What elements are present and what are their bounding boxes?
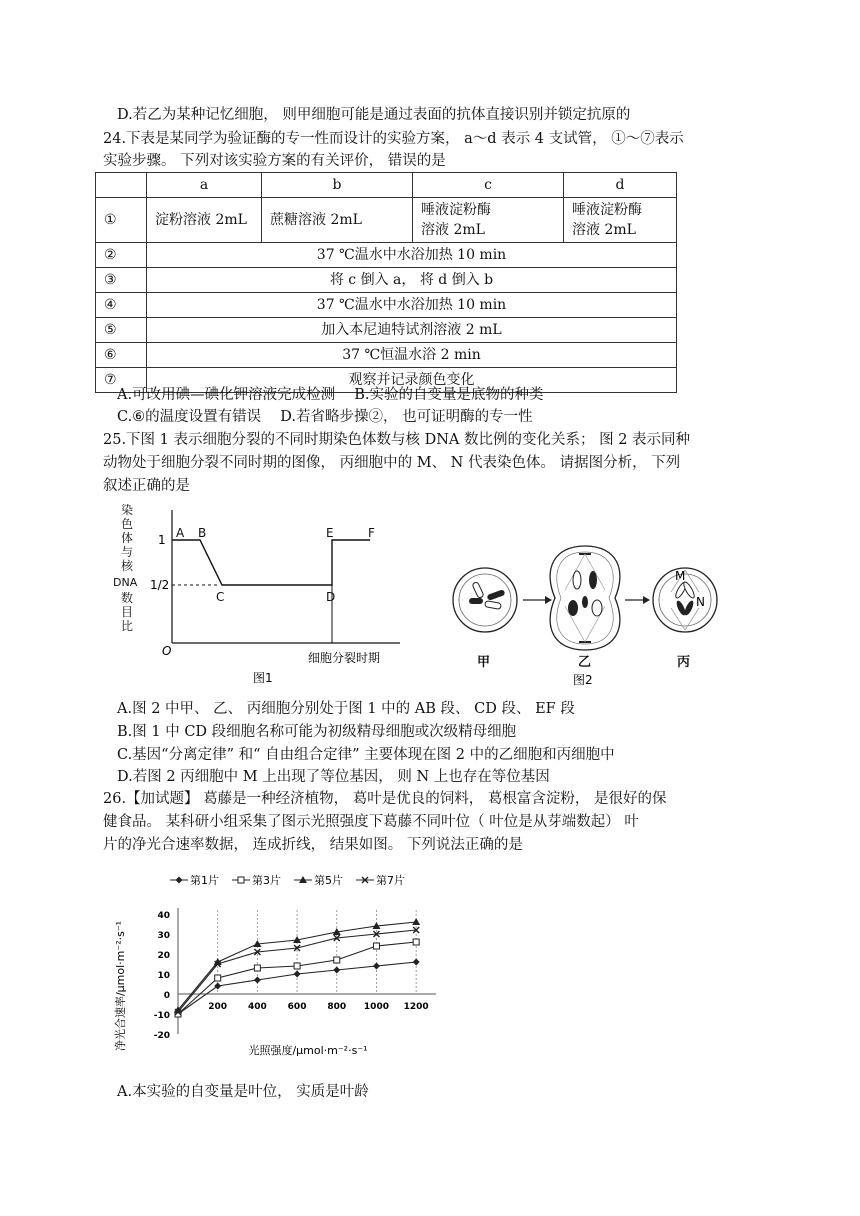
table-cell: 淀粉溶液 2mL bbox=[147, 198, 262, 243]
fig1-ylabel-char: 染 bbox=[121, 503, 134, 517]
table-row bbox=[96, 318, 677, 343]
q24-stem-line1: 24.下表是某同学为验证酶的专一性而设计的实验方案， a～d 表示 4 支试管， ①～⑦表示 bbox=[103, 131, 684, 147]
chart-ytick-label: 20 bbox=[157, 951, 170, 961]
q26-stem-line1: 26.【加试题】 葛藤是一种经济植物， 葛叶是优良的饲料， 葛根富含淀粉， 是很好的保 bbox=[103, 791, 667, 807]
fig1-point-label: B bbox=[198, 526, 207, 540]
table-header-row bbox=[96, 173, 677, 198]
cell-label: 丙 bbox=[677, 655, 691, 670]
table-cell bbox=[564, 198, 677, 243]
chart-xtick-label: 200 bbox=[208, 1002, 228, 1012]
data-point-square bbox=[373, 943, 379, 949]
data-point-square bbox=[215, 975, 221, 981]
table-cell bbox=[413, 198, 564, 243]
chart-xlabel: 光照强度/μmol·m⁻²·s⁻¹ bbox=[248, 1044, 368, 1057]
arrow-1-head bbox=[545, 596, 552, 604]
step-text: 将 c 倒入 a， 将 d 倒入 b bbox=[147, 268, 677, 293]
fig1-ytick-1: 1 bbox=[158, 533, 166, 547]
chart-xtick-label: 600 bbox=[287, 1002, 307, 1012]
table-row bbox=[96, 243, 677, 268]
cell-jia bbox=[453, 568, 517, 632]
chart-ytick-label: 0 bbox=[163, 991, 170, 1001]
fig2-caption: 图2 bbox=[573, 673, 593, 687]
q25-option-d: D.若图 2 丙细胞中 M 上出现了等位基因， 则 N 上也存在等位基因 bbox=[117, 769, 550, 785]
chart-ytick-label: 10 bbox=[157, 971, 170, 981]
figure-2 bbox=[445, 540, 735, 690]
q26-stem-line2: 健食品。 某科研小组采集了图示光照强度下葛藤不同叶位（ 叶位是从芽端数起） 叶 bbox=[103, 814, 639, 830]
fig1-origin: O bbox=[162, 644, 172, 658]
table-header-cell: d bbox=[564, 173, 677, 198]
chart-ylabel: 净光合速率/μmol·m⁻²·s⁻¹ bbox=[114, 920, 127, 1052]
table-header-cell bbox=[96, 173, 147, 198]
q24-options-cd: C.⑥的温度设置有错误 D.若省略步操②， 也可证明酶的专一性 bbox=[117, 409, 533, 425]
cell-line: 唾液淀粉酶 bbox=[572, 202, 642, 218]
fig1-caption: 图1 bbox=[253, 671, 273, 685]
data-point-diamond bbox=[254, 977, 261, 984]
step-number: ④ bbox=[96, 293, 147, 318]
chart-xtick-label: 800 bbox=[327, 1002, 347, 1012]
cell-label: 乙 bbox=[578, 655, 592, 670]
step-number: ② bbox=[96, 243, 147, 268]
legend-label: 第7片 bbox=[376, 874, 405, 887]
q26-stem-line3: 片的净光合速率数据， 连成折线， 结果如图。 下列说法正确的是 bbox=[103, 837, 523, 853]
fig1-ylabel-char: 目 bbox=[121, 605, 134, 619]
fig1-point-label: F bbox=[368, 526, 375, 540]
fig1-point-label: C bbox=[216, 590, 225, 604]
chart-legend bbox=[170, 873, 405, 887]
legend-label: 第5片 bbox=[314, 874, 343, 887]
fig1-point-label: E bbox=[326, 526, 334, 540]
experiment-table bbox=[95, 172, 677, 393]
step-number: ⑤ bbox=[96, 318, 147, 343]
photosynthesis-chart bbox=[108, 866, 448, 1062]
table-header-cell: c bbox=[413, 173, 564, 198]
table-row bbox=[96, 293, 677, 318]
q25-option-b: B.图 1 中 CD 段细胞名称可能为初级精母细胞或次级精母细胞 bbox=[117, 724, 517, 740]
cell-line: 唾液淀粉酶 bbox=[421, 202, 491, 218]
fig1-ylabel-char: DNA bbox=[113, 576, 138, 589]
q23-option-d: D.若乙为某种记忆细胞， 则甲细胞可能是通过表面的抗体直接识别并锁定抗原的 bbox=[117, 107, 631, 123]
table-header-cell: b bbox=[262, 173, 413, 198]
chart-xtick-label: 1200 bbox=[403, 1002, 429, 1012]
q24-options-ab: A.可改用碘—碘化钾溶液完成检测 B.实验的自变量是底物的种类 bbox=[117, 387, 544, 403]
chromosome-label-n: N bbox=[696, 595, 705, 609]
chart-plot-area bbox=[154, 908, 436, 1041]
step-text: 观察并记录颜色变化 bbox=[147, 368, 677, 393]
q25-option-c: C.基因“分离定律” 和“ 自由组合定律” 主要体现在图 2 中的乙细胞和丙细胞中 bbox=[117, 747, 615, 763]
chart-ytick-label: -20 bbox=[153, 1031, 170, 1041]
cell-line: 溶液 2mL bbox=[421, 222, 485, 238]
chart-ytick-label: -10 bbox=[153, 1011, 170, 1021]
data-point-square bbox=[294, 963, 300, 969]
data-point-diamond bbox=[294, 971, 301, 978]
step-text: 37 ℃温水中水浴加热 10 min bbox=[147, 293, 677, 318]
chart-xtick-label: 400 bbox=[247, 1002, 267, 1012]
fig1-ylabel-char: 比 bbox=[121, 619, 134, 633]
fig1-point-label: D bbox=[326, 590, 336, 604]
chart-ytick-label: 40 bbox=[157, 911, 170, 921]
data-point-diamond bbox=[333, 967, 340, 974]
data-point-diamond bbox=[413, 959, 420, 966]
chart-xtick-label: 1000 bbox=[363, 1002, 389, 1012]
step-text: 加入本尼迪特试剂溶液 2 mL bbox=[147, 318, 677, 343]
step-number: ① bbox=[96, 198, 147, 243]
q24-stem-line2: 实验步骤。 下列对该实验方案的有关评价， 错误的是 bbox=[103, 153, 446, 169]
data-point-diamond bbox=[214, 983, 221, 990]
step-text: 37 ℃温水中水浴加热 10 min bbox=[147, 243, 677, 268]
q26-option-a: A.本实验的自变量是叶位， 实质是叶龄 bbox=[117, 1084, 369, 1100]
table-row bbox=[96, 343, 677, 368]
legend-label: 第1片 bbox=[190, 874, 219, 887]
fig1-xlabel: 细胞分裂时期 bbox=[308, 651, 381, 665]
data-point-diamond bbox=[373, 963, 380, 970]
fig1-ylabel-char: 色 bbox=[121, 517, 134, 531]
cell-yi bbox=[550, 546, 620, 650]
table-cell: 蔗糖溶液 2mL bbox=[262, 198, 413, 243]
data-point-square bbox=[413, 939, 419, 945]
data-point-square bbox=[238, 877, 244, 883]
table-row bbox=[96, 198, 677, 243]
fig1-ylabel-char: 核 bbox=[121, 559, 134, 573]
step-number: ⑦ bbox=[96, 368, 147, 393]
fig1-point-label: A bbox=[176, 526, 185, 540]
fig1-ytick-half: 1/2 bbox=[150, 578, 170, 592]
chart-ytick-label: 30 bbox=[157, 931, 170, 941]
data-point-square bbox=[254, 965, 260, 971]
chromosome-label-m: M bbox=[675, 569, 686, 583]
step-number: ⑥ bbox=[96, 343, 147, 368]
data-point-square bbox=[334, 957, 340, 963]
step-number: ③ bbox=[96, 268, 147, 293]
fig1-curve bbox=[172, 540, 370, 585]
table-header-cell: a bbox=[147, 173, 262, 198]
fig1-ylabel-char: 数 bbox=[121, 591, 134, 605]
q25-stem-line1: 25.下图 1 表示细胞分裂的不同时期染色体数与核 DNA 数比例的变化关系； 图 2 表示同种 bbox=[103, 432, 691, 448]
cell-label: 甲 bbox=[477, 655, 491, 670]
arrow-2-head bbox=[643, 596, 650, 604]
legend-label: 第3片 bbox=[252, 874, 281, 887]
fig1-ylabel-char: 与 bbox=[121, 545, 134, 559]
fig1-ylabel-char: 体 bbox=[121, 531, 134, 545]
data-point-triangle bbox=[412, 918, 420, 925]
q25-option-a: A.图 2 中甲、 乙、 丙细胞分别处于图 1 中的 AB 段、 CD 段、 EF 段 bbox=[117, 701, 575, 717]
cell-line: 溶液 2mL bbox=[572, 222, 636, 238]
data-point-diamond bbox=[176, 877, 183, 884]
table-row bbox=[96, 268, 677, 293]
q25-stem-line2: 动物处于细胞分裂不同时期的图像， 丙细胞中的 M、 N 代表染色体。 请据图分析， 下列 bbox=[103, 455, 681, 471]
figure-1 bbox=[110, 500, 410, 690]
step-text: 37 ℃恒温水浴 2 min bbox=[147, 343, 677, 368]
q25-stem-line3: 叙述正确的是 bbox=[103, 478, 190, 494]
